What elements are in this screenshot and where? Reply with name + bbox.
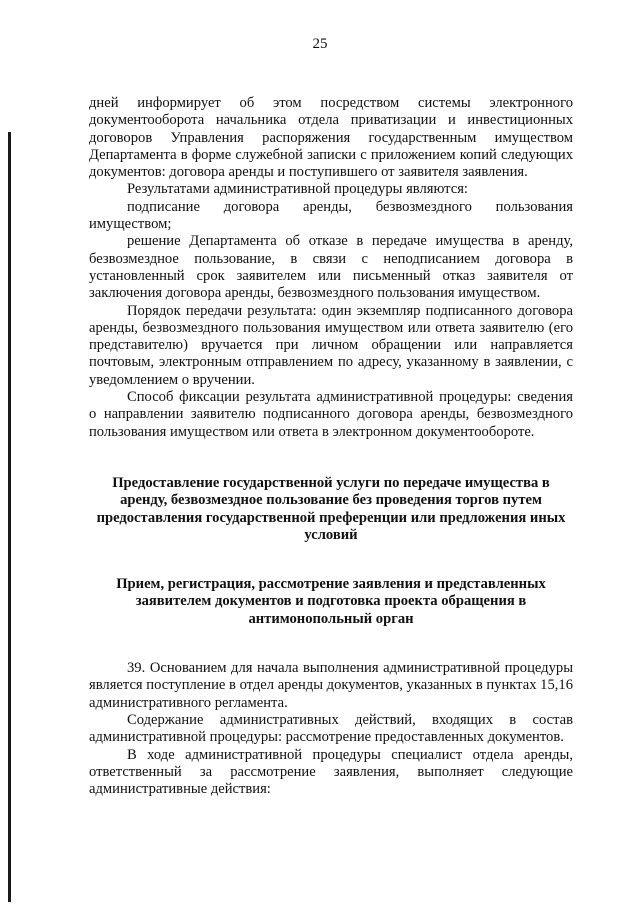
paragraph-intro: дней информирует об этом посредством системы электронного документооборота начальника отдела приватизации и инвестиционных договоров Управления распоряжения государственным имуществом Департамента в форме служебной записки с приложением копий следующих документов: договора аренды и поступившего от заявителя заявления. [89, 95, 573, 181]
paragraph-result-signing: подписание договора аренды, безвозмездного пользования имуществом; [89, 198, 573, 233]
page-number: 25 [312, 36, 328, 52]
spacer [89, 628, 573, 660]
paragraph-fixation-method: Способ фиксации результата административной процедуры: сведения о направлении заявителю подписанного договора аренды, безвозмездного пользования имуществом или ответа в электронном документообороте. [89, 389, 573, 440]
spacer [89, 544, 573, 576]
paragraph-actions-intro: В ходе административной процедуры специалист отдела аренды, ответственный за рассмотрение заявления, выполняет следующие административные действия: [89, 746, 573, 798]
scan-edge-mark [8, 132, 11, 902]
paragraph-actions-content: Содержание административных действий, входящих в состав административной процедуры: рассмотрение предоставленных документов. [89, 711, 573, 746]
paragraph-transfer-order: Порядок передачи результата: один экземпляр подписанного договора аренды, безвозмездного пользования имуществом или ответа заявителю (его представителю) вручается при личном обращении или направляется почтовым, электронным отправлением по адресу, указанному в заявлении, с уведомлением о вручении. [89, 302, 573, 388]
spacer [89, 441, 573, 475]
paragraph-result-refusal: решение Департамента об отказе в передаче имущества в аренду, безвозмездное пользование, в связи с неподписанием договора в установленный срок заявителем или письменный отказ заявителя от заключения договора аренды, безвозмездного пользования имуществом. [89, 233, 573, 302]
paragraph-results-heading: Результатами административной процедуры являются: [127, 181, 468, 198]
section-heading-service: Предоставление государственной услуги по передаче имущества в аренду, безвозмездное пользование без проведения торгов путем предоставления государственной преференции или предложения иных условий [96, 474, 566, 543]
paragraph-39: 39. Основанием для начала выполнения административной процедуры является поступление в отдел аренды документов, указанных в пунктах 15,16 административного регламента. [89, 660, 573, 711]
document-body [89, 95, 573, 798]
section-heading-procedure: Прием, регистрация, рассмотрение заявления и представленных заявителем документов и подготовка проекта обращения в антимонопольный орган [116, 576, 546, 627]
